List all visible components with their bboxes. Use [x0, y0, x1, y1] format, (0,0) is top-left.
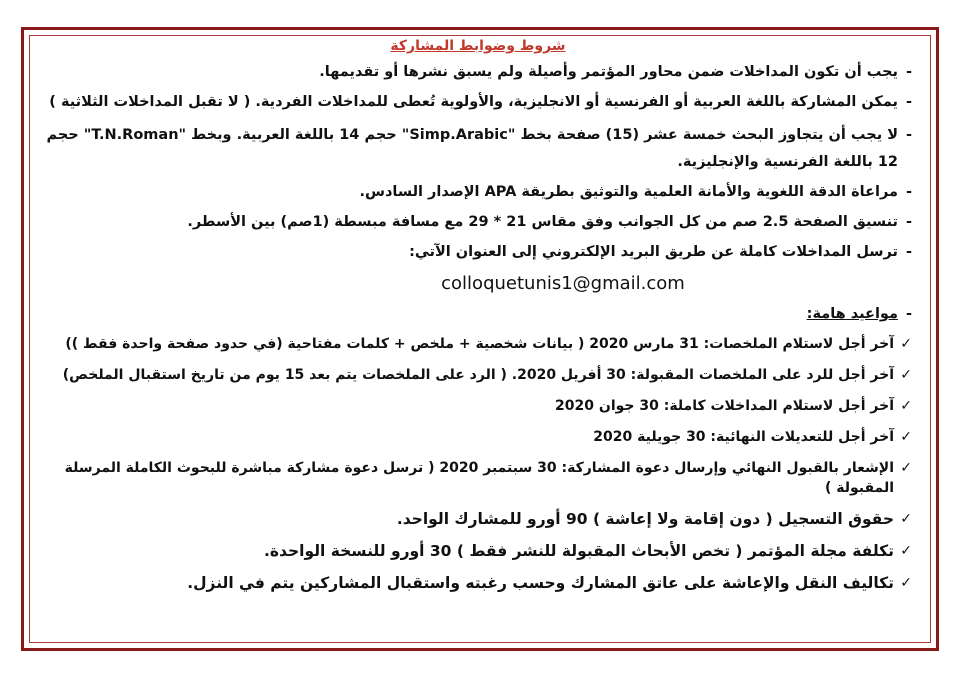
condition-text: تنسيق الصفحة 2.5 صم من كل الجوانب وفق مقاس 21 * 29 مع مسافة مبسطة (1صم) بين الأسطر. [187, 214, 898, 230]
fee-text: حقوق التسجيل ( دون إقامة ولا إعاشة ) 90 أورو للمشارك الواحد. [396, 510, 894, 528]
checkmark-icon: ✓ [900, 429, 912, 445]
date-item [44, 396, 912, 416]
dates-heading [44, 304, 912, 324]
condition-text: ترسل المداخلات كاملة عن طريق البريد الإلكتروني إلى العنوان الآتي: [409, 244, 898, 260]
date-text: آخر أجل للرد على الملخصات المقبولة: 30 أفريل 2020. ( الرد على الملخصات يتم بعد 15 يوم من تاريخ استقبال الملخص) [62, 367, 894, 383]
contact-email[interactable]: colloquetunis1@gmail.com [441, 273, 685, 294]
checkmark-icon: ✓ [900, 511, 912, 527]
date-text: آخر أجل لاستلام المداخلات كاملة: 30 جوان 2020 [555, 398, 894, 414]
date-item [44, 427, 912, 447]
condition-item [44, 122, 912, 176]
dates-heading-text: مواعيد هامة: [806, 306, 898, 322]
fee-item [44, 573, 912, 593]
page-title: شروط وضوابط المشاركة [390, 38, 566, 54]
dash-bullet: - [905, 306, 912, 322]
document-body [44, 36, 912, 605]
dash-bullet: - [905, 244, 912, 260]
dash-bullet: - [905, 214, 912, 230]
condition-item [44, 242, 912, 262]
dash-bullet: - [905, 94, 912, 110]
condition-text: يمكن المشاركة باللغة العربية أو الفرنسية أو الانجليزية، والأولوية تُعطى للمداخلات الفردية. ( لا تقبل المداخلات الثلاثية ) [49, 94, 898, 110]
condition-item [44, 62, 912, 82]
condition-item [44, 182, 912, 202]
date-item [44, 334, 912, 354]
checkmark-icon: ✓ [900, 336, 912, 352]
dash-bullet: - [905, 127, 912, 143]
fee-item [44, 509, 912, 529]
date-item [44, 458, 912, 498]
date-item [44, 365, 912, 385]
checkmark-icon: ✓ [900, 367, 912, 383]
condition-text: يجب أن تكون المداخلات ضمن محاور المؤتمر وأصيلة ولم يسبق نشرها أو تقديمها. [319, 64, 898, 80]
date-text: آخر أجل للتعديلات النهائية: 30 جويلية 2020 [593, 429, 894, 445]
checkmark-icon: ✓ [900, 575, 912, 591]
date-text: الإشعار بالقبول النهائي وإرسال دعوة المشاركة: 30 سبتمبر 2020 ( ترسل دعوة مشاركة مباشرة للبحوث الكاملة المرسلة المقبولة ) [64, 460, 894, 496]
date-text: آخر أجل لاستلام الملخصات: 31 مارس 2020 ( بيانات شخصية + ملخص + كلمات مفتاحية (في حدود صفحة واحدة فقط )) [65, 336, 894, 352]
checkmark-icon: ✓ [900, 398, 912, 414]
fee-text: تكاليف النقل والإعاشة على عاتق المشارك وحسب رغبته واستقبال المشاركين يتم في النزل. [187, 574, 894, 592]
checkmark-icon: ✓ [900, 543, 912, 559]
dash-bullet: - [905, 64, 912, 80]
condition-item [44, 92, 912, 112]
fee-text: تكلفة مجلة المؤتمر ( تخص الأبحاث المقبولة للنشر فقط ) 30 أورو للنسخة الواحدة. [264, 542, 894, 560]
fee-item [44, 541, 912, 561]
condition-text: لا يجب أن يتجاوز البحث خمسة عشر (15) صفحة بخط "Simp.Arabic" حجم 14 باللغة العربية. وبخط "T.N.Roman" حجم 12 باللغة الفرنسية والإنجليزية. [46, 127, 898, 170]
dash-bullet: - [905, 184, 912, 200]
checkmark-icon: ✓ [900, 460, 912, 476]
condition-item [44, 212, 912, 232]
condition-text: مراعاة الدقة اللغوية والأمانة العلمية والتوثيق بطريقة APA الإصدار السادس. [359, 184, 898, 200]
